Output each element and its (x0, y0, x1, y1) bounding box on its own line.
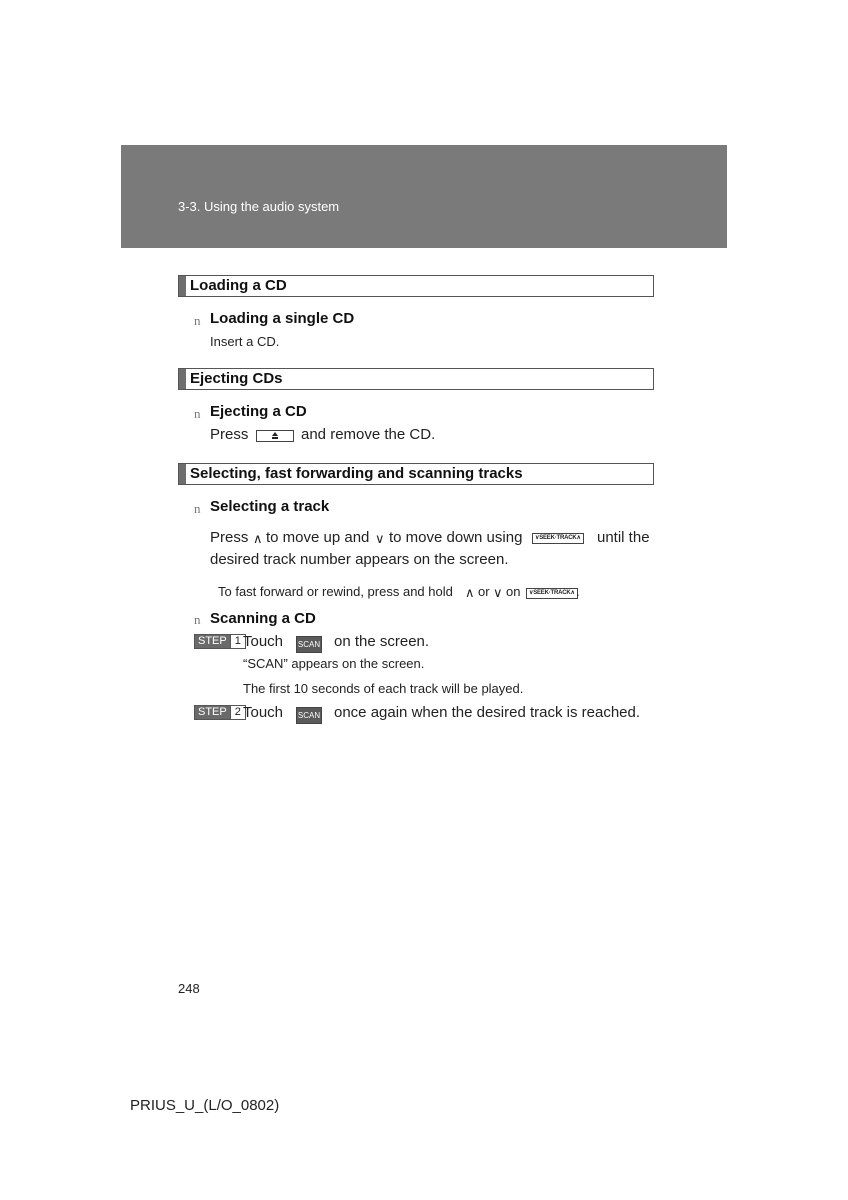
instruction-text: to move up and (266, 529, 370, 546)
instruction-text: and remove the CD. (301, 426, 436, 443)
instruction-text: to move down using (389, 529, 523, 546)
seek-track-label: SEEK·TRACK (539, 535, 577, 541)
seek-up-icon: ∧ (576, 535, 581, 541)
down-arrow-icon: ∨ (375, 531, 385, 546)
seek-track-button-icon (532, 533, 584, 544)
note-text: . (576, 584, 580, 599)
section-title-bar (178, 463, 654, 485)
bullet: n (194, 313, 201, 328)
subsection-heading: Scanning a CD (210, 610, 316, 627)
note-text: “SCAN” appears on the screen. (243, 656, 425, 671)
eject-triangle-icon (272, 432, 278, 436)
instruction-text: Touch (243, 704, 284, 721)
instruction-text: Press (210, 529, 249, 546)
section-title-bar (178, 368, 654, 390)
note-text: on (506, 584, 521, 599)
scan-button-icon: SCAN (296, 707, 322, 724)
step-number: 2 (230, 706, 245, 719)
step-label: STEP (195, 635, 230, 648)
step-badge (194, 705, 246, 720)
seek-track-button-icon (526, 588, 578, 599)
bullet: n (194, 406, 201, 421)
instruction-text: Press (210, 426, 249, 443)
step-label: STEP (195, 706, 230, 719)
note-text: To fast forward or rewind, press and hold (218, 584, 453, 599)
up-arrow-icon: ∧ (465, 585, 475, 600)
model-code: PRIUS_U_(L/O_0802) (130, 1097, 280, 1114)
instruction-text: until the (597, 529, 650, 546)
header-band (121, 145, 727, 248)
instruction-text: Touch (243, 633, 284, 650)
seek-down-icon: ∨ (529, 590, 534, 596)
eject-bar-icon (272, 437, 278, 439)
scan-button-icon: SCAN (296, 636, 322, 653)
note-text: or (478, 584, 490, 599)
section-bar-edge (179, 276, 186, 296)
down-arrow-icon: ∨ (493, 585, 503, 600)
step-badge (194, 634, 246, 649)
up-arrow-icon: ∧ (253, 531, 263, 546)
section-title: Selecting, fast forwarding and scanning tracks (190, 465, 523, 482)
section-bar-edge (179, 369, 186, 389)
eject-button-icon (256, 430, 294, 442)
section-header: 3-3. Using the audio system (178, 199, 340, 214)
page-number: 248 (178, 981, 200, 996)
seek-down-icon: ∨ (535, 535, 540, 541)
section-title-bar (178, 275, 654, 297)
step-number: 1 (230, 635, 245, 648)
seek-track-label: SEEK·TRACK (533, 590, 571, 596)
note-text: The first 10 seconds of each track will be played. (243, 681, 524, 696)
instruction-text: desired track number appears on the screen. (210, 551, 509, 568)
instruction-text: on the screen. (334, 633, 430, 650)
subsection-heading: Selecting a track (210, 498, 330, 515)
seek-up-icon: ∧ (570, 590, 575, 596)
subsection-heading: Loading a single CD (210, 310, 355, 327)
subsection-heading: Ejecting a CD (210, 403, 307, 420)
instruction-text: once again when the desired track is reached. (334, 704, 641, 721)
instruction-text: Insert a CD. (210, 334, 280, 349)
section-title: Ejecting CDs (190, 370, 283, 387)
section-bar-edge (179, 464, 186, 484)
bullet: n (194, 612, 201, 627)
bullet: n (194, 501, 201, 516)
section-title: Loading a CD (190, 277, 287, 294)
